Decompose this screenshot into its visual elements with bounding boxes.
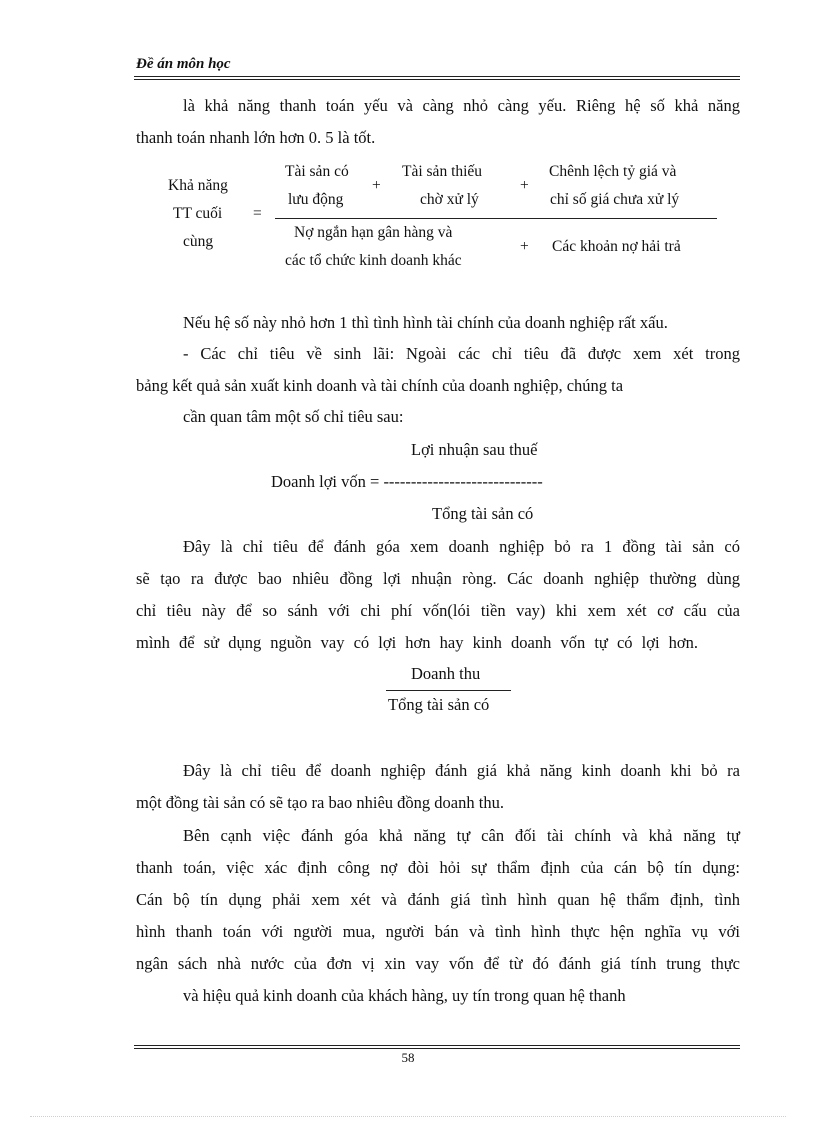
para-profitability-line-2: bảng kết quả sản xuất kinh doanh và tài chính của doanh nghiệp, chúng ta: [136, 376, 624, 395]
page-edge-dotted-line: [30, 1116, 786, 1117]
formula1-den1-line2: các tổ chức kinh doanh khác: [285, 252, 462, 269]
intro-line-2: thanh toán nhanh lớn hơn 0. 5 là tốt.: [136, 128, 376, 147]
para-profitability-line-1: - Các chỉ tiêu về sinh lãi: Ngoài các chỉ tiêu đã được xem xét trong: [183, 344, 740, 363]
running-header-title: Đề án môn học: [136, 56, 231, 72]
para-roa-line-4: mình để sử dụng nguồn vay có lợi hơn hay kinh doanh vốn tự có lợi hơn.: [136, 633, 698, 652]
para-turnover-line-1: Đây là chỉ tiêu để doanh nghiệp đánh giá khả năng kinh doanh khi bỏ ra: [183, 761, 740, 780]
formula1-equals: =: [253, 205, 262, 222]
formula1-den2: Các khoản nợ hải trả: [552, 238, 681, 255]
formula1-num1-line2: lưu động: [288, 191, 344, 208]
formula3-denominator: Tổng tài sản có: [388, 695, 490, 714]
page-number: 58: [401, 1050, 415, 1065]
footer-rule-bottom: [134, 1048, 740, 1049]
para-credit-line-2: thanh toán, việc xác định công nợ đòi hỏi sự thẩm định của cán bộ tín dụng:: [136, 858, 740, 877]
formula1-plus-3: +: [520, 238, 529, 255]
para-profitability-line-3: cần quan tâm một số chỉ tiêu sau:: [183, 407, 404, 426]
formula1-lhs-line1: Khả năng: [168, 177, 228, 194]
para-roa-line-3: chỉ tiêu này để so sánh với chi phí vốn(lói tiền vay) khi xem xét cơ cấu của: [136, 601, 740, 620]
formula1-plus-2: +: [520, 177, 529, 194]
formula1-num3-line2: chỉ số giá chưa xử lý: [550, 191, 680, 208]
formula1-plus-1: +: [372, 177, 381, 194]
formula1-num3-line1: Chênh lệch tỷ giá và: [549, 163, 677, 180]
para-credit-line-6: và hiệu quả kinh doanh của khách hàng, uy tín trong quan hệ thanh: [183, 986, 626, 1005]
para-liquidity-note: Nếu hệ số này nhỏ hơn 1 thì tình hình tài chính của doanh nghiệp rất xấu.: [183, 313, 668, 332]
para-credit-line-3: Cán bộ tín dụng phải xem xét và đánh giá tình hình quan hệ thẩm định, tình: [136, 890, 740, 909]
para-credit-line-4: hình thanh toán với người mua, người bán và tình hình thực hện nghĩa vụ với: [136, 922, 740, 941]
formula1-den1-line1: Nợ ngắn hạn gân hàng và: [294, 224, 453, 241]
formula1-fraction-bar: [275, 218, 717, 219]
formula3-fraction-bar: [386, 690, 511, 691]
formula3-numerator: Doanh thu: [411, 664, 481, 683]
formula1-num2-line1: Tài sản thiếu: [402, 163, 483, 180]
formula2-denominator: Tổng tài sản có: [432, 504, 534, 523]
formula2-lhs: Doanh lợi vốn = -----------------------------: [271, 472, 543, 491]
para-roa-line-2: sẽ tạo ra được bao nhiêu đồng lợi nhuận ròng. Các doanh nghiệp thường dùng: [136, 569, 740, 588]
para-credit-line-1: Bên cạnh việc đánh góa khả năng tự cân đối tài chính và khả năng tự: [183, 826, 740, 845]
header-rule-bottom: [134, 79, 740, 80]
header-rule-top: [134, 76, 740, 77]
formula1-num1-line1: Tài sản có: [285, 163, 349, 180]
para-credit-line-5: ngân sách nhà nước của đơn vị xin vay vốn để từ đó đánh giá tính trung thực: [136, 954, 740, 973]
formula2-numerator: Lợi nhuận sau thuế: [411, 440, 538, 459]
intro-line-1: là khả năng thanh toán yếu và càng nhỏ càng yếu. Riêng hệ số khả năng: [183, 96, 740, 115]
para-roa-line-1: Đây là chỉ tiêu để đánh góa xem doanh nghiệp bỏ ra 1 đồng tài sản có: [183, 537, 740, 556]
para-turnover-line-2: một đồng tài sản có sẽ tạo ra bao nhiêu đồng doanh thu.: [136, 793, 504, 812]
formula1-lhs-line2: TT cuối: [173, 205, 223, 222]
formula1-num2-line2: chờ xử lý: [420, 191, 479, 208]
formula1-lhs-line3: cùng: [183, 233, 214, 250]
footer-rule-top: [134, 1045, 740, 1046]
